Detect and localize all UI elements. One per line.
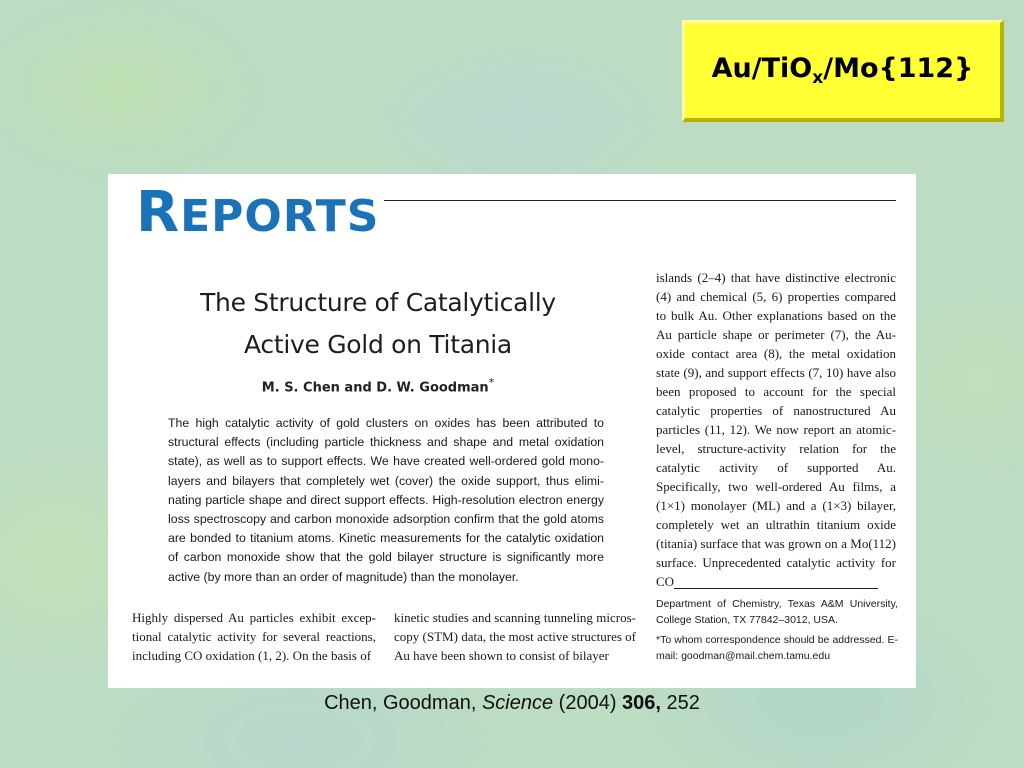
footnote-rule [674,588,878,589]
article-title [168,282,588,366]
slide-title-box [682,20,1004,122]
citation-journal: Science [481,692,554,714]
right-column-text: islands (2–4) that have distinctive electronic (4) and chemical (5, 6) properties compared to bulk Au. Other explanations based on the Au particle shape or perimeter (7), the Au-oxide contact area (8), the metal oxidation state (9), and support effects (7, 10) have also been proposed to account for the special catalytic properties of nanostructured Au particles (11, 12). We now report an atomic-level, structure-activity relation for the catalytic activity of supported Au. Specifically, two well-ordered Au films, a (1×1) monolayer (ML) and a (1×3) bilayer, completely wet an ultrathin titanium oxide (titania) surface that was grown on a Mo(112) surface. Unprecedented catalytic activity for CO [656,270,896,589]
citation [0,692,1024,715]
masthead-rule [384,200,896,201]
slide-title-main: Au/TiO [711,53,813,84]
authors-asterisk: * [488,376,495,389]
citation-authors: Chen, Goodman, [324,692,482,714]
footnote-affiliation: Department of Chemistry, Texas A&M University, College Station, TX 77842–3012, USA. [656,598,898,626]
article-title-line-1: The Structure of Catalytically [200,288,556,317]
reports-masthead [136,180,379,245]
authors-names: M. S. Chen and D. W. Goodman [261,380,489,396]
body-column-2: kinetic studies and scanning tunneling micros-copy (STM) data, the most active structures of Au have been shown to consist of bilayer [394,610,636,663]
slide-title-subscript: x [812,68,824,88]
paper-excerpt-image [108,174,916,688]
article-authors [168,376,588,395]
masthead-rest: EPORTS [180,191,380,242]
slide-title [712,53,974,88]
slide-title-tail: /Mo{112} [823,53,974,84]
citation-page: 252 [660,692,700,714]
masthead-initial: R [136,180,181,245]
citation-year: (2004) [553,692,623,714]
article-abstract: The high catalytic activity of gold clusters on oxides has been attributed to structural effects (including particle thickness and shape and metal oxidation state), as well as to support effects. We have created well-ordered gold mono-layers and bilayers that completely wet (cover) the oxide support, thus elimi-nating particle shape and direct support effects. High-resolution electron energy loss spectroscopy and carbon monoxide adsorption confirm that the gold atoms are bonded to titanium atoms. Kinetic measurements for the catalytic oxidation of carbon monoxide show that the gold bilayer structure is significantly more active (by more than an order of magnitude) than the monolayer. [168,416,604,584]
citation-volume: 306, [622,692,661,714]
article-title-line-2: Active Gold on Titania [244,330,512,359]
body-column-1: Highly dispersed Au particles exhibit excep-tional catalytic activity for several reactions, including CO oxidation (1, 2). On the basis of [132,610,376,663]
footnote-correspondence: *To whom correspondence should be addressed. E-mail: goodman@mail.chem.tamu.edu [656,634,898,662]
